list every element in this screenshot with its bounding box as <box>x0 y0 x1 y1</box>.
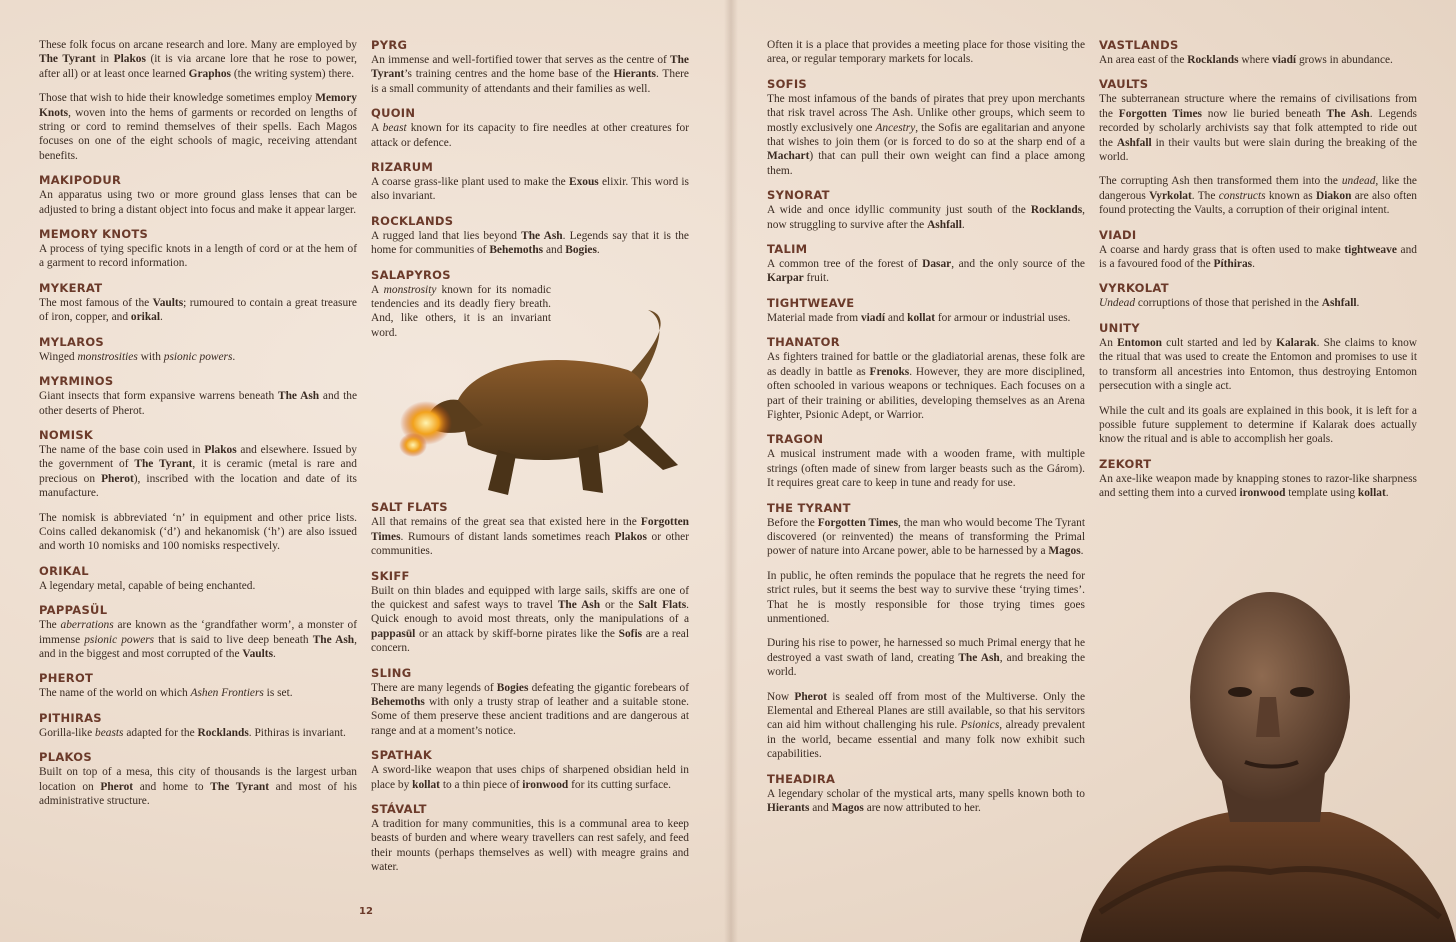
entry-body: In public, he often reminds the populace that he regrets the need for strict rules, but it seems the best way to survive these ‘trying times’. That he is mostly responsible for those trying times goes unmentioned. <box>767 569 1085 625</box>
page-gutter <box>724 0 738 942</box>
entry-term: SPATHAK <box>371 748 433 763</box>
entry-term: ROCKLANDS <box>371 213 454 228</box>
entry-body: The aberrations are known as the ‘grandfather worm’, a monster of immense psionic powers that is said to live deep beneath The Ash, and in the biggest and most corrupted of the Vaults. <box>39 619 358 660</box>
entry-term: ORIKAL <box>39 563 89 578</box>
entry-body: Before the Forgotten Times, the man who would become The Tyrant discovered (or reinvented) the means of transforming the Primal power of nature into Arcane power, able to be harnessed by a Magos. <box>767 516 1085 558</box>
entry-term: THANATOR <box>767 335 840 350</box>
paragraph: These folk focus on arcane research and lore. Many are employed by The Tyrant in Plakos (it is via arcane lore that he rose to power, after all) or at least once learned Graphos (the writing system) there. <box>39 39 357 80</box>
entry-term: SLING <box>371 665 412 680</box>
entry-term: SALAPYROS <box>371 267 451 282</box>
entry-body: There are many legends of Bogies defeating the gigantic forebears of Behemoths with only a trusty strap of leather and a suitable stone. Some of them preserve these ancient traditions and are dangerous at range and at a moment’s notice. <box>371 681 689 737</box>
entry-body: The corrupting Ash then transformed them into the undead, like the dangerous Vyrkolat. The constructs known as Diakon are also often found protecting the Vaults, a corruption of their original intent. <box>1099 175 1417 217</box>
entry-body: An immense and well-fortified tower that serves as the centre of The Tyrant’s training centres and the home base of the Hierants. There is a small community of attendants and their families as well. <box>371 54 689 95</box>
entry-term: MYRMINOS <box>39 374 114 389</box>
entry-term: PAPPASÜL <box>39 603 108 618</box>
entry-term: VASTLANDS <box>1099 38 1179 52</box>
paragraph: Those that wish to hide their knowledge sometimes employ Memory Knots, woven into the hems of garments or recorded on lengths of string or cord to remind themselves of their spells. Each Magos focuses on one of the eight schools of magic, receiving attendant benefits. <box>39 92 357 162</box>
page-number: 12 <box>359 906 373 917</box>
entry-body: The name of the world on which Ashen Frontiers is set. <box>39 687 293 700</box>
salapyros-illustration <box>398 305 718 505</box>
entry-body: A beast known for its capacity to fire needles at other creatures for attack or defence. <box>371 122 689 149</box>
entry-term: RIZARUM <box>371 160 434 175</box>
entry-body: The nomisk is abbreviated ‘n’ in equipment and other price lists. Coins called dekanomisk (‘d’) and hekanomisk (‘h’) are also issued and worth 10 nomisks and 100 nomisks respectively. <box>39 511 357 553</box>
entry-term: TRAGON <box>767 432 824 447</box>
entry-body: An Entomon cult started and led by Kalarak. She claims to know the ritual that was used to create the Entomon and promises to use it to transform all ancestries into Entomon, thus destroying Entomon persecution with a single act. <box>1099 336 1417 393</box>
entry-body: All that remains of the great sea that existed here in the Forgotten Times. Rumours of distant lands sometimes reach Plakos or other communities. <box>371 516 689 558</box>
entry-body: An axe-like weapon made by knapping stones to razor-like sharpness and setting them into a curved ironwood template using kollat. <box>1099 472 1417 500</box>
kalarak-portrait <box>1080 572 1456 942</box>
entry-body: A coarse grass-like plant used to make the Exous elixir. This word is also invariant. <box>371 176 689 203</box>
entry-body: The most famous of the Vaults; rumoured to contain a great treasure of iron, copper, and orikal. <box>39 296 357 324</box>
entry-term: ZEKORT <box>1099 456 1152 471</box>
entry-body: A musical instrument made with a wooden frame, with multiple strings (often made of sinew from larger beasts such as the Gárom). It requires great care to keep in tune and ready for use. <box>767 448 1085 490</box>
entry-body: During his rise to power, he harnessed so much Primal energy that he destroyed a vast swath of land, creating The Ash, and breaking the world. <box>767 637 1085 679</box>
entry-term: MEMORY KNOTS <box>39 227 149 242</box>
entry-term: UNITY <box>1099 320 1140 335</box>
entry-term: THEADIRA <box>767 771 836 786</box>
entry-body: Winged monstrosities with psionic powers. <box>39 350 236 363</box>
entry-body: Built on top of a mesa, this city of thousands is the largest urban location on Pherot and home to The Tyrant and most of his administrative structure. <box>39 766 357 807</box>
entry-term: MYKERAT <box>39 280 103 295</box>
entry-body: Built on thin blades and equipped with large sails, skiffs are one of the quickest and safest ways to travel The Ash or the Salt Flats. Quick enough to avoid most threats, only the manipulations of a pappasül or an attack by skiff-borne pirates like the Sofis are a real concern. <box>371 584 690 655</box>
entry-term: TIGHTWEAVE <box>767 295 855 310</box>
entry-term: SKIFF <box>371 568 410 583</box>
entry-term: STÁVALT <box>371 801 427 816</box>
entry-term: PYRG <box>371 38 408 52</box>
entry-term: PLAKOS <box>39 750 92 765</box>
entry-term: VAULTS <box>1099 77 1149 92</box>
entry-body: A wide and once idyllic community just south of the Rocklands, now struggling to survive after the Ashfall. <box>767 204 1085 231</box>
entry-term: NOMISK <box>39 427 94 442</box>
entry-body: An area east of the Rocklands where viadí grows in abundance. <box>1099 54 1393 66</box>
entry-body: A sword-like weapon that uses chips of sharpened obsidian held in place by kollat to a thin piece of ironwood for its cutting surface. <box>371 764 689 791</box>
entry-body: The subterranean structure where the remains of civilisations from the Forgotten Times now lie buried beneath The Ash. Legends recorded by scholarly archivists say that folk attempted to ride out the Ashfall in their vaults but were slain during the breaking of the world. <box>1099 93 1418 164</box>
entry-term: PITHIRAS <box>39 710 102 725</box>
entry-body: A common tree of the forest of Dasar, and the only source of the Karpar fruit. <box>767 258 1085 285</box>
entry-term: THE TYRANT <box>767 500 851 515</box>
entry-term: MYLAROS <box>39 334 105 349</box>
column-1 <box>39 38 357 818</box>
entry-body: While the cult and its goals are explained in this book, it is left for a possible future supplement to determine if Kalarak does actually know the ritual and is able to accomplish her goals. <box>1099 404 1417 446</box>
entry-term: SOFIS <box>767 76 807 91</box>
entry-body: A process of tying specific knots in a length of cord or at the hem of a garment to record information. <box>39 243 357 270</box>
entry-body: A tradition for many communities, this is a communal area to keep beasts of burden and where weary travellers can rest safely, and feed their mounts (perhaps themselves as well) with meagre grains and water. <box>371 817 689 874</box>
entry-term: VYRKOLAT <box>1099 281 1169 296</box>
entry-body: An apparatus using two or more ground glass lenses that can be adjusted to bring a distant object into focus and make it appear larger. <box>39 189 357 216</box>
entry-body: Gorilla-like beasts adapted for the Rocklands. Pithiras is invariant. <box>39 726 346 739</box>
entry-body: A rugged land that lies beyond The Ash. Legends say that it is the home for communities of Behemoths and Bogies. <box>371 229 689 257</box>
entry-body: The most infamous of the bands of pirates that prey upon merchants that risk travel across The Ash. Unlike other groups, which seem to mostly exclusively one Ancestry, the Sofis are egalitarian and anyone that wishes to join them (or is forced to do so at the sharp end of a Machart) that can pull their own weight can find a place among them. <box>767 92 1085 177</box>
entry-body: Undead corruptions of those that perished in the Ashfall. <box>1099 297 1360 310</box>
paragraph: Often it is a place that provides a meeting place for those visiting the area, or regular temporary markets for locals. <box>767 39 1085 66</box>
entry-term: TALIM <box>767 242 808 257</box>
entry-body: Giant insects that form expansive warrens beneath The Ash and the other deserts of Pherot. <box>39 390 358 417</box>
entry-body: A coarse and hardy grass that is often used to make tightweave and is a favoured food of the Píthiras. <box>1099 243 1417 271</box>
column-4 <box>1099 38 1417 511</box>
entry-term: SALT FLATS <box>371 500 448 515</box>
entry-body: A monstrosity known for its nomadic tendencies and its deadly fiery breath. And, like others, it is an invariant word. <box>371 283 551 339</box>
entry-term: VIADI <box>1099 227 1137 242</box>
entry-term: PHEROT <box>39 671 94 686</box>
entry-body: The name of the base coin used in Plakos and elsewhere. Issued by the government of The Tyrant, it is ceramic (metal is rare and precious on Pherot), inscribed with the location and date of its manufacture. <box>39 443 358 500</box>
entry-term: MAKIPODUR <box>39 173 122 188</box>
entry-body: A legendary metal, capable of being enchanted. <box>39 579 256 592</box>
entry-body: As fighters trained for battle or the gladiatorial arenas, these folk are as deadly in battle as Frenoks. However, they are more disciplined, often schooled in various weapons or techniques. Each focuses on a part of their training or abilities, developing themselves as an Arena Fighter, Psionic Adept, or Warrior. <box>767 351 1085 421</box>
entry-body: Material made from viadí and kollat for armour or industrial uses. <box>767 311 1071 324</box>
entry-term: SYNORAT <box>767 188 830 203</box>
entry-body: Now Pherot is sealed off from most of the Multiverse. Only the Elemental and Ethereal Planes are still available, so that his servitors can aid him without challenging his rule. Psionics, already prevalent in the world, became essential and many folk now exhibit such capabilities. <box>767 690 1086 761</box>
column-3 <box>767 38 1085 825</box>
entry-body: A legendary scholar of the mystical arts, many spells known both to Hierants and Magos are now attributed to her. <box>767 787 1085 815</box>
entry-term: QUOIN <box>371 106 416 121</box>
